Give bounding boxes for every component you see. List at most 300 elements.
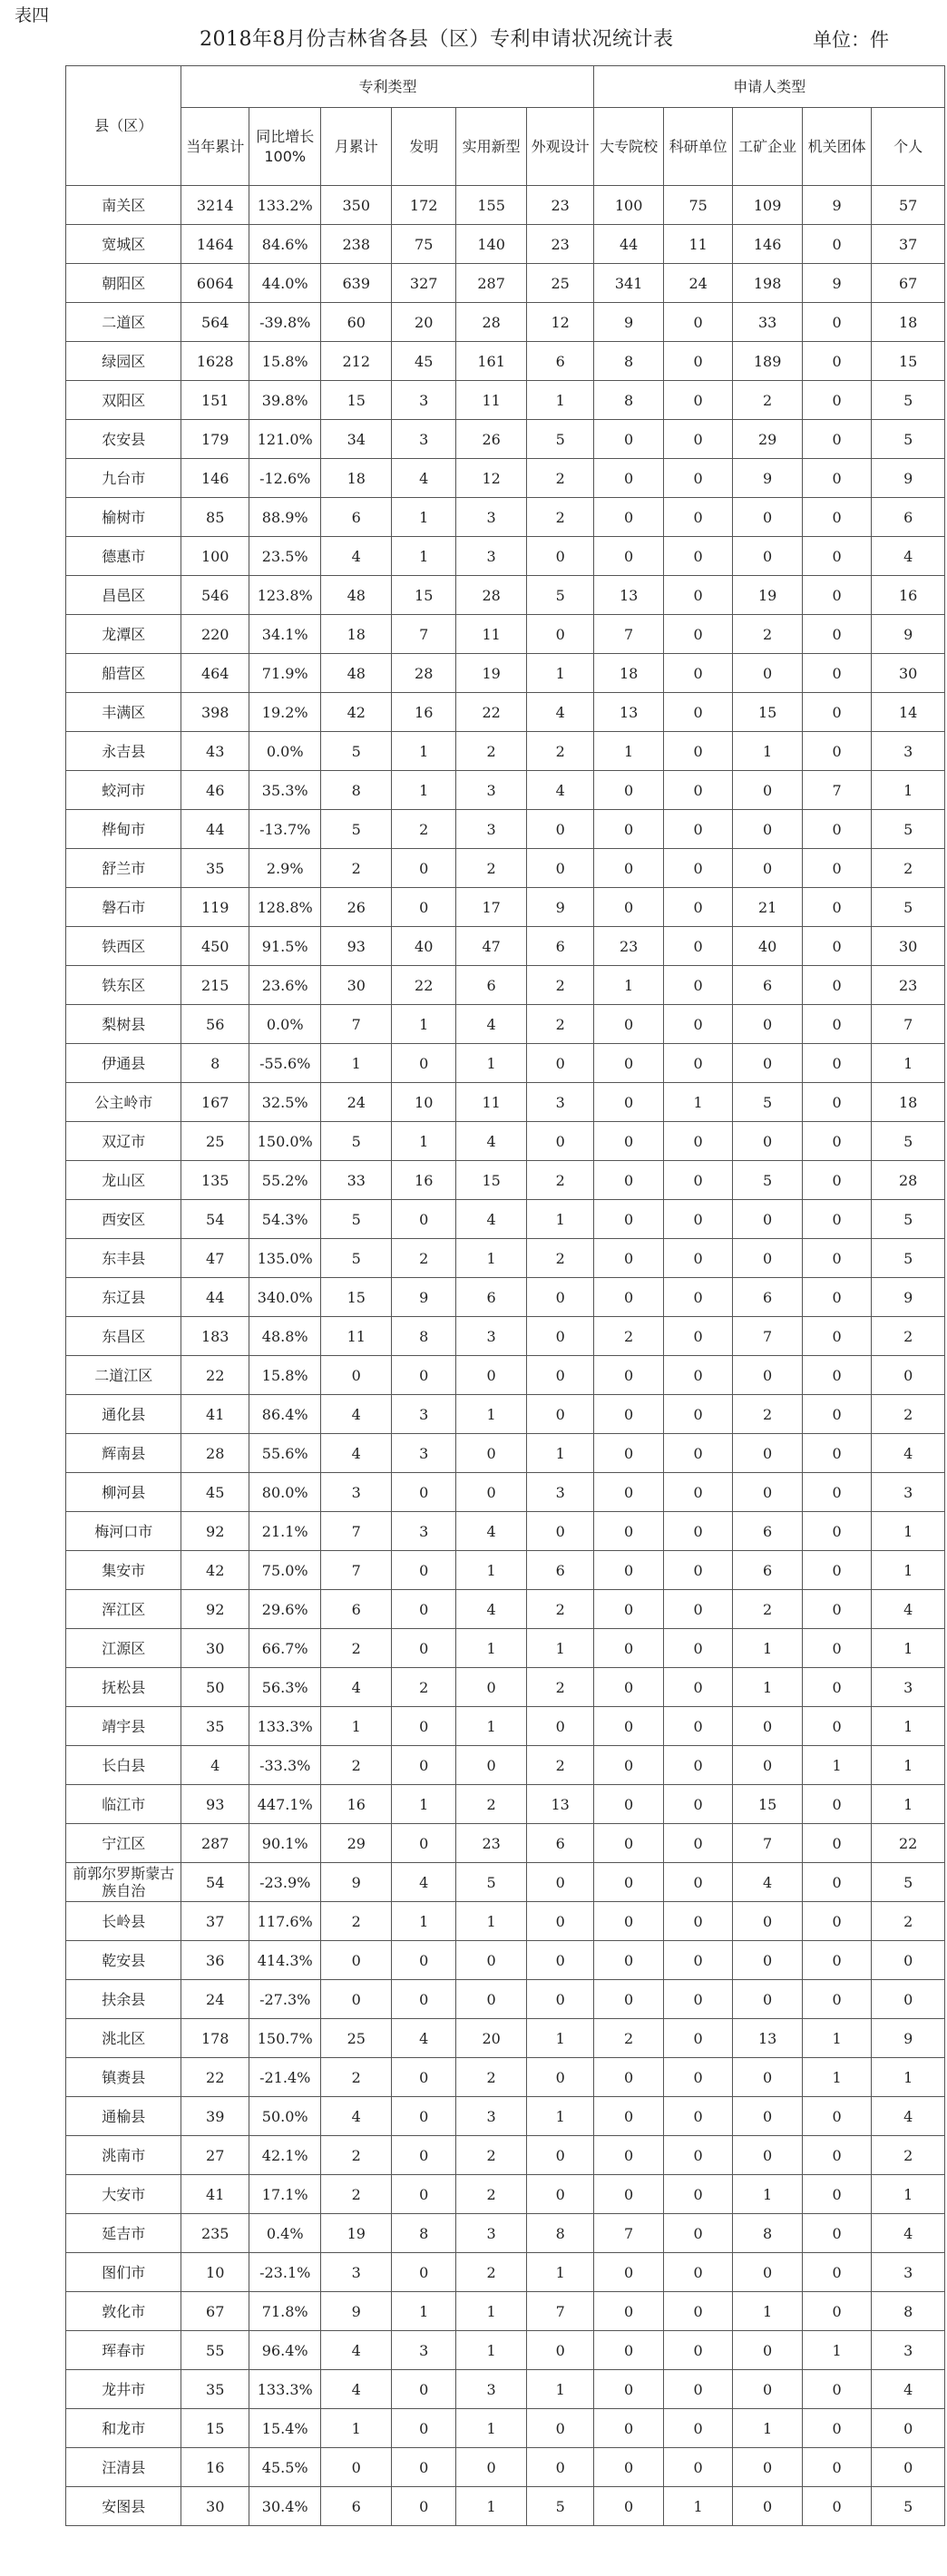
college-cell: 0 [594,771,663,810]
research-unit-cell: 0 [663,2214,732,2253]
table-row [66,537,945,576]
invention-cell: 0 [392,1629,456,1668]
invention-cell: 0 [392,1746,456,1785]
county-name-cell: 前郭尔罗斯蒙古族自治 [66,1863,181,1902]
annual-total-cell: 10 [181,2253,249,2292]
invention-cell: 3 [392,420,456,459]
annual-total-cell: 67 [181,2292,249,2331]
enterprise-cell: 0 [733,654,802,693]
organization-cell: 0 [802,2214,871,2253]
enterprise-cell: 0 [733,1980,802,2019]
annual-total-cell: 92 [181,1512,249,1551]
college-cell: 0 [594,1395,663,1434]
organization-cell: 0 [802,1200,871,1239]
monthly-total-cell: 5 [321,1239,392,1278]
college-cell: 0 [594,1785,663,1824]
organization-cell: 0 [802,1239,871,1278]
annual-total-cell: 35 [181,1707,249,1746]
county-name-cell: 铁东区 [66,966,181,1005]
research-unit-cell: 0 [663,576,732,615]
organization-cell: 0 [802,732,871,771]
invention-cell: 1 [392,771,456,810]
invention-cell: 0 [392,1941,456,1980]
research-unit-cell: 0 [663,2292,732,2331]
table-row [66,186,945,225]
county-name-cell: 扶余县 [66,1980,181,2019]
annual-total-cell: 54 [181,1200,249,1239]
research-unit-cell: 0 [663,966,732,1005]
research-unit-cell: 0 [663,1551,732,1590]
organization-cell: 0 [802,1980,871,2019]
enterprise-cell: 6 [733,966,802,1005]
col-header-organization: 机关团体 [802,108,871,186]
yoy-growth-cell: -55.6% [249,1044,321,1083]
college-cell: 0 [594,2253,663,2292]
individual-cell: 3 [872,2253,945,2292]
annual-total-cell: 56 [181,1005,249,1044]
county-name-cell: 龙山区 [66,1161,181,1200]
enterprise-cell: 0 [733,1356,802,1395]
college-cell: 9 [594,303,663,342]
yoy-growth-cell: 0.0% [249,732,321,771]
research-unit-cell: 0 [663,2409,732,2448]
table-row [66,2292,945,2331]
organization-cell: 0 [802,888,871,927]
design-cell: 0 [526,2058,594,2097]
individual-cell: 4 [872,2370,945,2409]
research-unit-cell: 24 [663,264,732,303]
college-cell: 0 [594,1434,663,1473]
utility-model-cell: 0 [456,1356,527,1395]
yoy-growth-cell: 29.6% [249,1590,321,1629]
monthly-total-cell: 2 [321,2058,392,2097]
enterprise-cell: 1 [733,2292,802,2331]
college-cell: 0 [594,2292,663,2331]
organization-cell: 0 [802,498,871,537]
organization-cell: 0 [802,2448,871,2487]
table-row [66,1200,945,1239]
county-name-cell: 铁西区 [66,927,181,966]
organization-cell: 0 [802,1161,871,1200]
invention-cell: 0 [392,1551,456,1590]
county-name-cell: 长白县 [66,1746,181,1785]
annual-total-cell: 100 [181,537,249,576]
college-cell: 0 [594,2058,663,2097]
annual-total-cell: 93 [181,1785,249,1824]
enterprise-cell: 0 [733,1473,802,1512]
utility-model-cell: 1 [456,2409,527,2448]
organization-cell: 0 [802,1044,871,1083]
utility-model-cell: 3 [456,810,527,849]
organization-cell: 1 [802,2058,871,2097]
individual-cell: 0 [872,1980,945,2019]
enterprise-cell: 0 [733,771,802,810]
utility-model-cell: 1 [456,1044,527,1083]
organization-cell: 0 [802,1707,871,1746]
enterprise-cell: 13 [733,2019,802,2058]
table-row [66,2097,945,2136]
organization-cell: 0 [802,2487,871,2526]
organization-cell: 0 [802,1278,871,1317]
individual-cell: 2 [872,2136,945,2175]
research-unit-cell: 0 [663,1161,732,1200]
individual-cell: 5 [872,1122,945,1161]
organization-cell: 0 [802,927,871,966]
annual-total-cell: 54 [181,1863,249,1902]
utility-model-cell: 1 [456,2331,527,2370]
monthly-total-cell: 29 [321,1824,392,1863]
county-name-cell: 宁江区 [66,1824,181,1863]
individual-cell: 5 [872,420,945,459]
annual-total-cell: 36 [181,1941,249,1980]
monthly-total-cell: 9 [321,1863,392,1902]
monthly-total-cell: 0 [321,1980,392,2019]
county-name-cell: 桦甸市 [66,810,181,849]
invention-cell: 20 [392,303,456,342]
table-row [66,654,945,693]
monthly-total-cell: 4 [321,2331,392,2370]
research-unit-cell: 0 [663,1512,732,1551]
county-name-cell: 昌邑区 [66,576,181,615]
design-cell: 2 [526,1590,594,1629]
organization-cell: 0 [802,420,871,459]
enterprise-cell: 0 [733,1707,802,1746]
utility-model-cell: 19 [456,654,527,693]
annual-total-cell: 37 [181,1902,249,1941]
utility-model-cell: 4 [456,1005,527,1044]
research-unit-cell: 75 [663,186,732,225]
individual-cell: 23 [872,966,945,1005]
yoy-growth-cell: 23.5% [249,537,321,576]
annual-total-cell: 564 [181,303,249,342]
county-name-cell: 敦化市 [66,2292,181,2331]
yoy-growth-cell: 447.1% [249,1785,321,1824]
research-unit-cell: 0 [663,2097,732,2136]
yoy-growth-cell: 75.0% [249,1551,321,1590]
research-unit-cell: 0 [663,342,732,381]
college-cell: 0 [594,1473,663,1512]
monthly-total-cell: 7 [321,1551,392,1590]
research-unit-cell: 0 [663,1707,732,1746]
county-name-cell: 和龙市 [66,2409,181,2448]
utility-model-cell: 28 [456,576,527,615]
monthly-total-cell: 6 [321,1590,392,1629]
enterprise-cell: 0 [733,1005,802,1044]
enterprise-cell: 189 [733,342,802,381]
design-cell: 0 [526,1863,594,1902]
annual-total-cell: 15 [181,2409,249,2448]
college-cell: 0 [594,2097,663,2136]
annual-total-cell: 25 [181,1122,249,1161]
research-unit-cell: 0 [663,1824,732,1863]
table-row [66,2370,945,2409]
annual-total-cell: 287 [181,1824,249,1863]
monthly-total-cell: 25 [321,2019,392,2058]
yoy-growth-cell: 340.0% [249,1278,321,1317]
enterprise-cell: 7 [733,1824,802,1863]
yoy-growth-cell: 71.9% [249,654,321,693]
design-cell: 0 [526,1395,594,1434]
organization-cell: 0 [802,1083,871,1122]
annual-total-cell: 28 [181,1434,249,1473]
enterprise-cell: 6 [733,1551,802,1590]
invention-cell: 0 [392,2409,456,2448]
individual-cell: 5 [872,1200,945,1239]
county-name-cell: 蛟河市 [66,771,181,810]
table-row [66,2487,945,2526]
college-cell: 0 [594,1863,663,1902]
design-cell: 1 [526,1434,594,1473]
invention-cell: 0 [392,849,456,888]
utility-model-cell: 4 [456,1122,527,1161]
table-row [66,888,945,927]
yoy-growth-cell: 35.3% [249,771,321,810]
enterprise-cell: 29 [733,420,802,459]
table-row [66,2019,945,2058]
invention-cell: 0 [392,1980,456,2019]
monthly-total-cell: 350 [321,186,392,225]
invention-cell: 0 [392,1200,456,1239]
invention-cell: 0 [392,1824,456,1863]
organization-cell: 0 [802,2409,871,2448]
county-name-cell: 大安市 [66,2175,181,2214]
annual-total-cell: 220 [181,615,249,654]
college-cell: 0 [594,1044,663,1083]
design-cell: 2 [526,1161,594,1200]
college-cell: 0 [594,810,663,849]
design-cell: 6 [526,1824,594,1863]
annual-total-cell: 27 [181,2136,249,2175]
college-cell: 0 [594,1356,663,1395]
patent-statistics-table [65,65,945,2526]
research-unit-cell: 0 [663,1278,732,1317]
college-cell: 0 [594,1707,663,1746]
design-cell: 6 [526,1551,594,1590]
monthly-total-cell: 15 [321,1278,392,1317]
enterprise-cell: 15 [733,1785,802,1824]
utility-model-cell: 2 [456,1785,527,1824]
utility-model-cell: 15 [456,1161,527,1200]
monthly-total-cell: 93 [321,927,392,966]
organization-cell: 0 [802,693,871,732]
individual-cell: 5 [872,381,945,420]
table-row [66,459,945,498]
county-name-cell: 通榆县 [66,2097,181,2136]
organization-cell: 0 [802,342,871,381]
research-unit-cell: 0 [663,927,732,966]
utility-model-cell: 11 [456,1083,527,1122]
enterprise-cell: 19 [733,576,802,615]
yoy-growth-cell: 56.3% [249,1668,321,1707]
yoy-growth-cell: 133.2% [249,186,321,225]
enterprise-cell: 198 [733,264,802,303]
college-cell: 0 [594,849,663,888]
yoy-growth-cell: 48.8% [249,1317,321,1356]
college-cell: 0 [594,1122,663,1161]
individual-cell: 2 [872,849,945,888]
yoy-growth-cell: 96.4% [249,2331,321,2370]
individual-cell: 9 [872,2019,945,2058]
college-cell: 0 [594,2448,663,2487]
college-cell: 8 [594,342,663,381]
yoy-growth-cell: 150.7% [249,2019,321,2058]
annual-total-cell: 16 [181,2448,249,2487]
research-unit-cell: 0 [663,1863,732,1902]
enterprise-cell: 0 [733,1122,802,1161]
county-name-cell: 珲春市 [66,2331,181,2370]
design-cell: 1 [526,2019,594,2058]
research-unit-cell: 0 [663,1005,732,1044]
table-row [66,771,945,810]
monthly-total-cell: 4 [321,1395,392,1434]
county-name-cell: 丰满区 [66,693,181,732]
county-name-cell: 永吉县 [66,732,181,771]
county-name-cell: 绿园区 [66,342,181,381]
design-cell: 2 [526,1239,594,1278]
annual-total-cell: 398 [181,693,249,732]
invention-cell: 1 [392,537,456,576]
table-row [66,576,945,615]
utility-model-cell: 140 [456,225,527,264]
yoy-growth-cell: 150.0% [249,1122,321,1161]
utility-model-cell: 3 [456,2214,527,2253]
annual-total-cell: 235 [181,2214,249,2253]
annual-total-cell: 546 [181,576,249,615]
utility-model-cell: 287 [456,264,527,303]
design-cell: 23 [526,186,594,225]
monthly-total-cell: 1 [321,2409,392,2448]
organization-cell: 0 [802,1863,871,1902]
monthly-total-cell: 5 [321,1200,392,1239]
county-name-cell: 二道江区 [66,1356,181,1395]
individual-cell: 30 [872,927,945,966]
invention-cell: 3 [392,381,456,420]
invention-cell: 8 [392,2214,456,2253]
table-row [66,1239,945,1278]
monthly-total-cell: 15 [321,381,392,420]
county-name-cell: 临江市 [66,1785,181,1824]
table-body [66,186,945,2526]
county-name-cell: 东丰县 [66,1239,181,1278]
individual-cell: 9 [872,615,945,654]
annual-total-cell: 8 [181,1044,249,1083]
organization-cell: 0 [802,1941,871,1980]
yoy-growth-cell: 34.1% [249,615,321,654]
county-name-cell: 南关区 [66,186,181,225]
organization-cell: 0 [802,1902,871,1941]
invention-cell: 7 [392,615,456,654]
county-name-cell: 宽城区 [66,225,181,264]
annual-total-cell: 45 [181,1473,249,1512]
county-name-cell: 洮南市 [66,2136,181,2175]
utility-model-cell: 20 [456,2019,527,2058]
college-cell: 13 [594,693,663,732]
organization-cell: 0 [802,1122,871,1161]
invention-cell: 10 [392,1083,456,1122]
annual-total-cell: 39 [181,2097,249,2136]
invention-cell: 1 [392,1902,456,1941]
monthly-total-cell: 7 [321,1512,392,1551]
table-row [66,1668,945,1707]
design-cell: 0 [526,1941,594,1980]
annual-total-cell: 22 [181,1356,249,1395]
research-unit-cell: 0 [663,1434,732,1473]
table-row [66,1161,945,1200]
table-row [66,420,945,459]
yoy-growth-cell: 66.7% [249,1629,321,1668]
enterprise-cell: 0 [733,1746,802,1785]
invention-cell: 16 [392,693,456,732]
annual-total-cell: 43 [181,732,249,771]
invention-cell: 327 [392,264,456,303]
individual-cell: 1 [872,1551,945,1590]
yoy-growth-cell: 135.0% [249,1239,321,1278]
invention-cell: 75 [392,225,456,264]
design-cell: 0 [526,1902,594,1941]
county-name-cell: 九台市 [66,459,181,498]
invention-cell: 3 [392,2331,456,2370]
monthly-total-cell: 2 [321,1629,392,1668]
enterprise-cell: 0 [733,2136,802,2175]
utility-model-cell: 17 [456,888,527,927]
enterprise-cell: 1 [733,2409,802,2448]
organization-cell: 0 [802,1005,871,1044]
annual-total-cell: 22 [181,2058,249,2097]
enterprise-cell: 0 [733,1941,802,1980]
county-name-cell: 农安县 [66,420,181,459]
annual-total-cell: 167 [181,1083,249,1122]
table-row [66,1746,945,1785]
table-row [66,1590,945,1629]
invention-cell: 1 [392,498,456,537]
county-name-cell: 梨树县 [66,1005,181,1044]
table-row [66,1629,945,1668]
research-unit-cell: 0 [663,1239,732,1278]
monthly-total-cell: 0 [321,2448,392,2487]
design-cell: 2 [526,498,594,537]
utility-model-cell: 155 [456,186,527,225]
design-cell: 2 [526,459,594,498]
individual-cell: 5 [872,888,945,927]
utility-model-cell: 0 [456,1746,527,1785]
college-cell: 1 [594,732,663,771]
individual-cell: 5 [872,1863,945,1902]
yoy-growth-cell: -39.8% [249,303,321,342]
research-unit-cell: 0 [663,1746,732,1785]
research-unit-cell: 0 [663,1785,732,1824]
college-cell: 0 [594,1083,663,1122]
individual-cell: 28 [872,1161,945,1200]
annual-total-cell: 151 [181,381,249,420]
enterprise-cell: 2 [733,1395,802,1434]
table-row [66,810,945,849]
annual-total-cell: 44 [181,1278,249,1317]
table-row [66,1824,945,1863]
annual-total-cell: 1464 [181,225,249,264]
yoy-growth-cell: 54.3% [249,1200,321,1239]
organization-cell: 0 [802,1512,871,1551]
yoy-growth-cell: 45.5% [249,2448,321,2487]
design-cell: 1 [526,2370,594,2409]
yoy-growth-cell: 21.1% [249,1512,321,1551]
organization-cell: 0 [802,1629,871,1668]
unit-label: 单位：件 [813,29,889,51]
yoy-growth-cell: 133.3% [249,2370,321,2409]
individual-cell: 3 [872,2331,945,2370]
utility-model-cell: 3 [456,498,527,537]
table-row [66,1551,945,1590]
college-cell: 0 [594,2487,663,2526]
